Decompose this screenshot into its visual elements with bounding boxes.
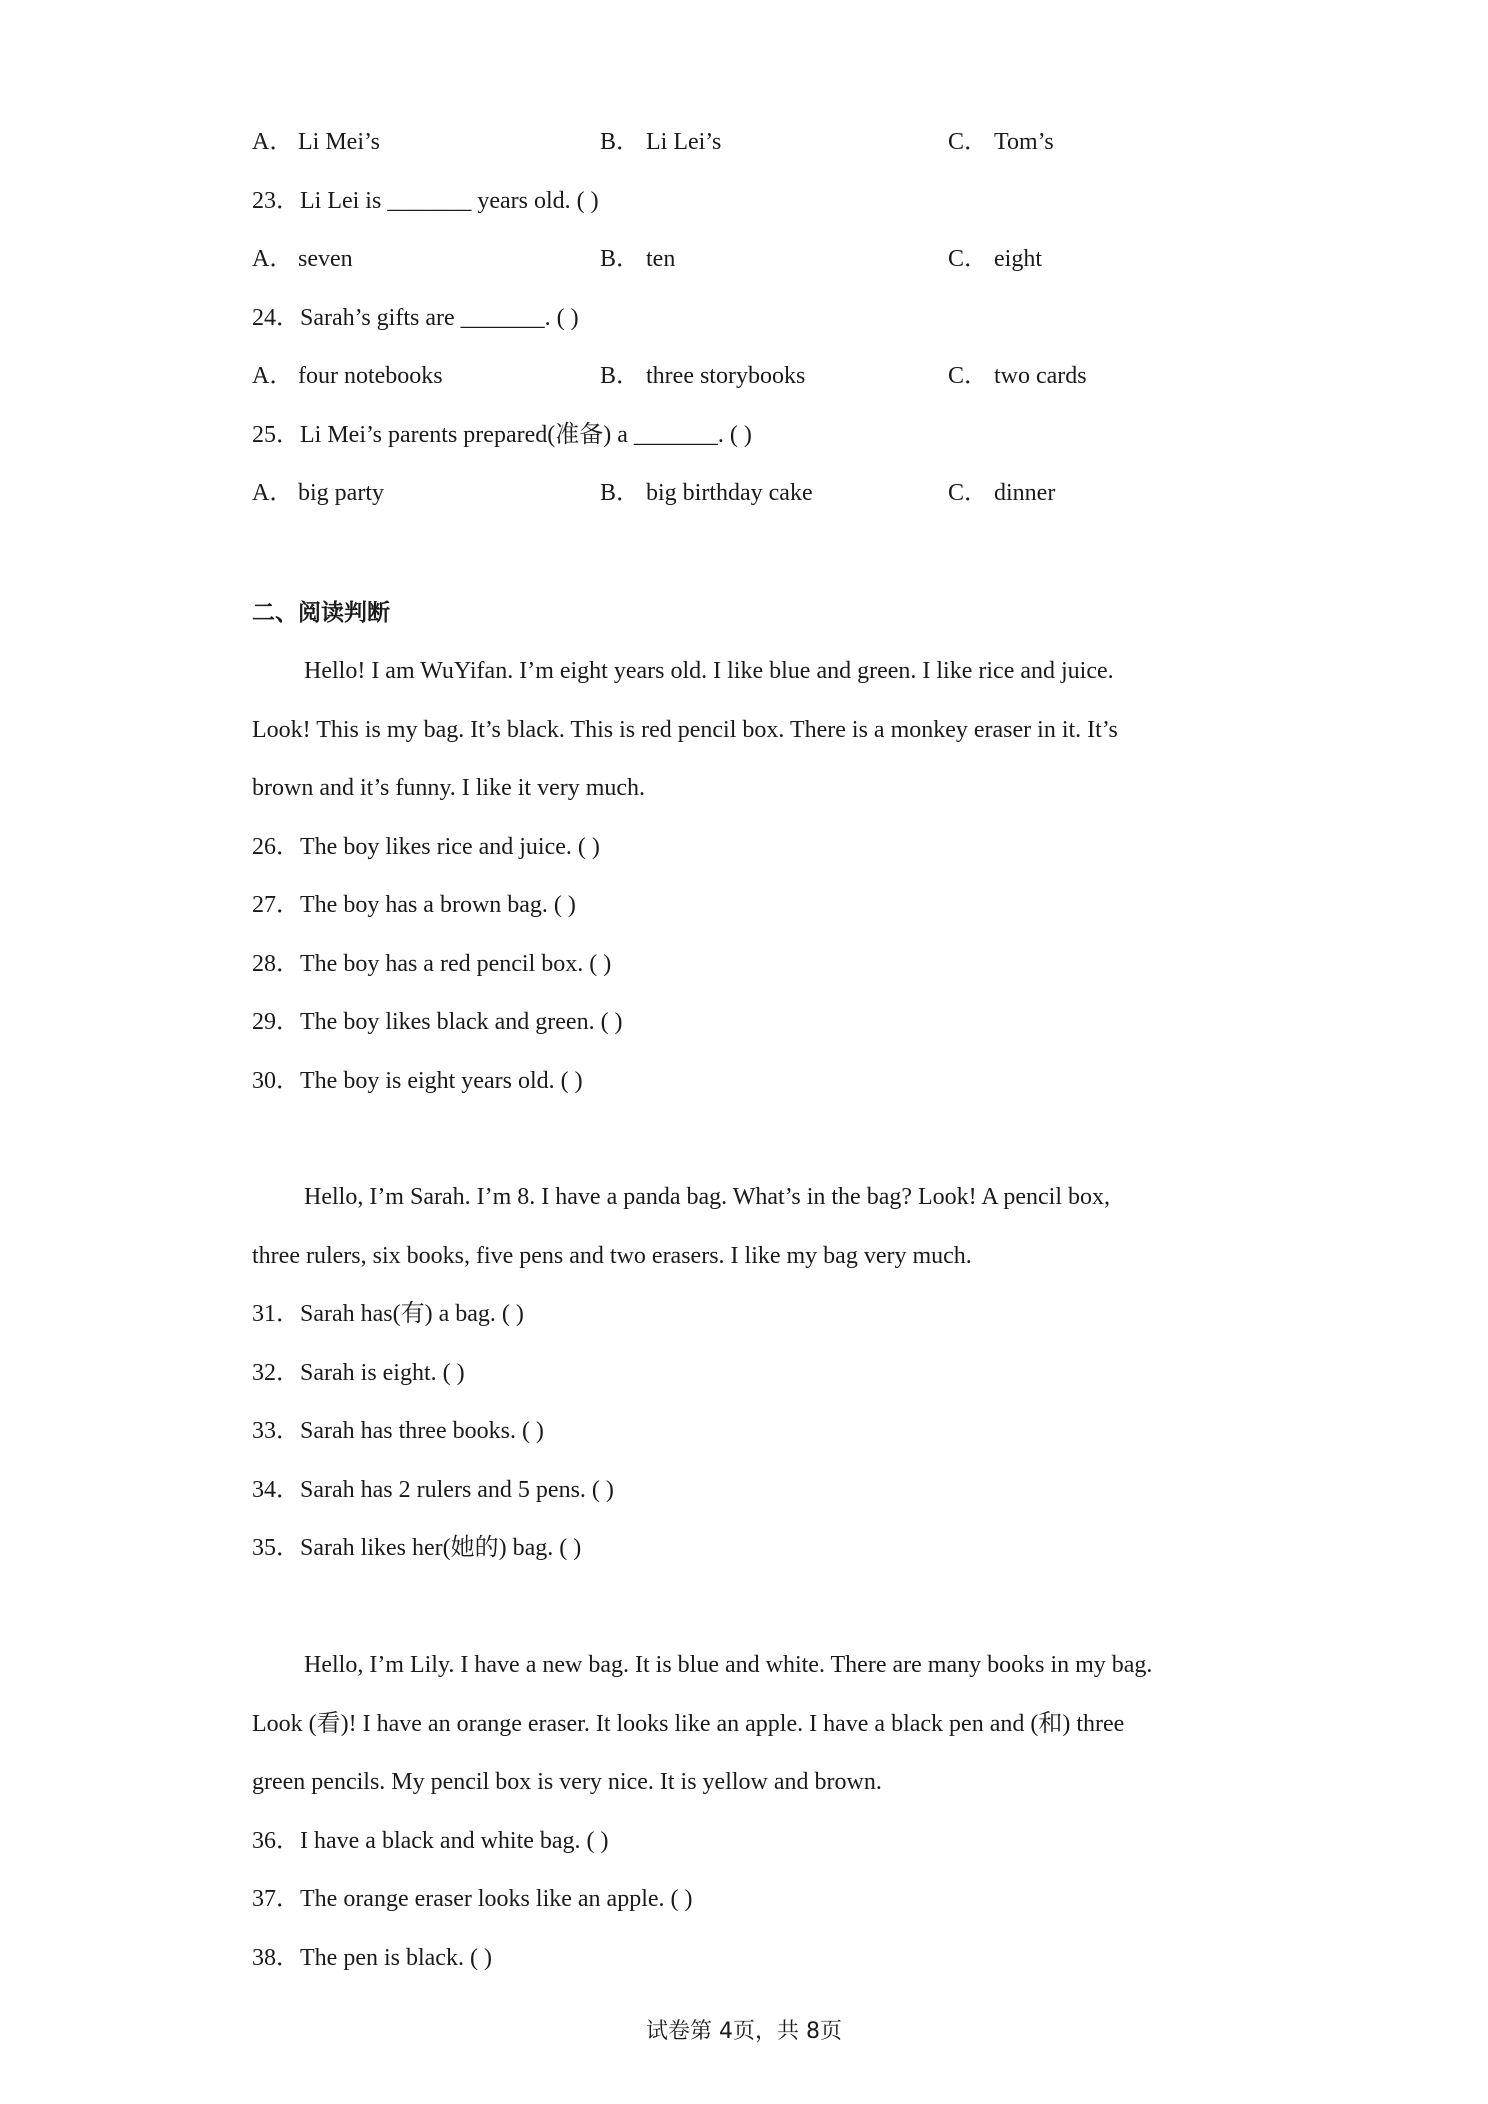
section-title: 二、阅读判断	[252, 600, 390, 626]
question-number: 31．	[252, 1301, 300, 1327]
option-text: seven	[298, 246, 353, 272]
option-letter: A．	[252, 363, 294, 389]
question-33	[252, 1415, 544, 1447]
question-38	[252, 1942, 492, 1974]
question-28	[252, 948, 611, 980]
question-text: Sarah has three books. ( )	[300, 1418, 544, 1444]
question-35	[252, 1532, 581, 1564]
question-number: 29．	[252, 1009, 300, 1035]
question-text: The pen is black. ( )	[300, 1945, 492, 1971]
option-c	[948, 126, 1054, 158]
option-letter: C．	[948, 129, 989, 155]
question-number: 28．	[252, 951, 300, 977]
question-number: 34．	[252, 1477, 300, 1503]
question-31	[252, 1298, 524, 1330]
question-text: Sarah is eight. ( )	[300, 1360, 465, 1386]
question-text: The orange eraser looks like an apple. ( )	[300, 1886, 693, 1912]
option-letter: B．	[600, 129, 641, 155]
option-letter: A．	[252, 480, 294, 506]
passage-line: Hello, I’m Lily. I have a new bag. It is blue and white. There are many books in my bag.	[304, 1652, 1153, 1678]
option-text: Li Mei’s	[298, 129, 380, 155]
question-text: The boy has a red pencil box. ( )	[300, 951, 612, 977]
option-letter: A．	[252, 129, 294, 155]
option-b	[600, 126, 721, 158]
question-36	[252, 1825, 609, 1857]
option-text: Li Lei’s	[646, 129, 722, 155]
question-25	[252, 419, 752, 451]
passage-line: Look (看)! I have an orange eraser. It looks like an apple. I have a black pen and (和) three	[252, 1711, 1125, 1737]
option-letter: C．	[948, 480, 989, 506]
question-24	[252, 302, 579, 334]
question-number: 23．	[252, 188, 300, 214]
option-text: two cards	[994, 363, 1087, 389]
question-text: The boy has a brown bag. ( )	[300, 892, 576, 918]
option-letter: C．	[948, 363, 989, 389]
question-text: Sarah has 2 rulers and 5 pens. ( )	[300, 1477, 614, 1503]
question-29	[252, 1006, 623, 1038]
option-text: ten	[646, 246, 676, 272]
passage-line: Hello, I’m Sarah. I’m 8. I have a panda bag. What’s in the bag? Look! A pencil box,	[304, 1184, 1110, 1210]
option-a	[252, 477, 384, 509]
question-text: The boy is eight years old. ( )	[300, 1068, 583, 1094]
question-37	[252, 1883, 693, 1915]
option-letter: B．	[600, 480, 641, 506]
option-text: big party	[298, 480, 384, 506]
question-text: Li Mei’s parents prepared(准备) a _______. ( )	[300, 422, 752, 448]
option-a	[252, 360, 443, 392]
question-text: Sarah likes her(她的) bag. ( )	[300, 1535, 582, 1561]
option-letter: C．	[948, 246, 989, 272]
question-text: I have a black and white bag. ( )	[300, 1828, 609, 1854]
passage-line: Hello! I am WuYifan. I’m eight years old. I like blue and green. I like rice and juice.	[304, 658, 1114, 684]
question-number: 37．	[252, 1886, 300, 1912]
option-a	[252, 243, 353, 275]
passage-line: three rulers, six books, five pens and two erasers. I like my bag very much.	[252, 1243, 972, 1269]
question-number: 33．	[252, 1418, 300, 1444]
question-32	[252, 1357, 465, 1389]
passage-line: green pencils. My pencil box is very nice. It is yellow and brown.	[252, 1769, 882, 1795]
option-c	[948, 243, 1042, 275]
question-30	[252, 1065, 583, 1097]
option-text: three storybooks	[646, 363, 806, 389]
question-number: 36．	[252, 1828, 300, 1854]
passage-line: brown and it’s funny. I like it very much.	[252, 775, 646, 801]
option-b	[600, 360, 805, 392]
option-a	[252, 126, 380, 158]
option-letter: B．	[600, 363, 641, 389]
question-text: The boy likes black and green. ( )	[300, 1009, 623, 1035]
option-text: dinner	[994, 480, 1056, 506]
option-c	[948, 360, 1087, 392]
option-b	[600, 243, 675, 275]
question-number: 30．	[252, 1068, 300, 1094]
option-text: big birthday cake	[646, 480, 813, 506]
option-text: Tom’s	[994, 129, 1054, 155]
question-number: 35．	[252, 1535, 300, 1561]
question-23	[252, 185, 599, 217]
option-b	[600, 477, 813, 509]
option-letter: A．	[252, 246, 294, 272]
question-text: The boy likes rice and juice. ( )	[300, 834, 600, 860]
question-text: Sarah has(有) a bag. ( )	[300, 1301, 524, 1327]
question-text: Li Lei is _______ years old. ( )	[300, 188, 599, 214]
question-26	[252, 831, 600, 863]
question-number: 32．	[252, 1360, 300, 1386]
option-c	[948, 477, 1055, 509]
option-text: eight	[994, 246, 1042, 272]
page-footer: 试卷第 4页，共 8页	[646, 2019, 842, 2044]
question-number: 25．	[252, 422, 300, 448]
question-34	[252, 1474, 614, 1506]
question-number: 26．	[252, 834, 300, 860]
option-text: four notebooks	[298, 363, 443, 389]
question-27	[252, 889, 576, 921]
question-number: 27．	[252, 892, 300, 918]
question-text: Sarah’s gifts are _______. ( )	[300, 305, 579, 331]
passage-line: Look! This is my bag. It’s black. This is red pencil box. There is a monkey eraser in it. It’s	[252, 717, 1118, 743]
question-number: 38．	[252, 1945, 300, 1971]
question-number: 24．	[252, 305, 300, 331]
option-letter: B．	[600, 246, 641, 272]
